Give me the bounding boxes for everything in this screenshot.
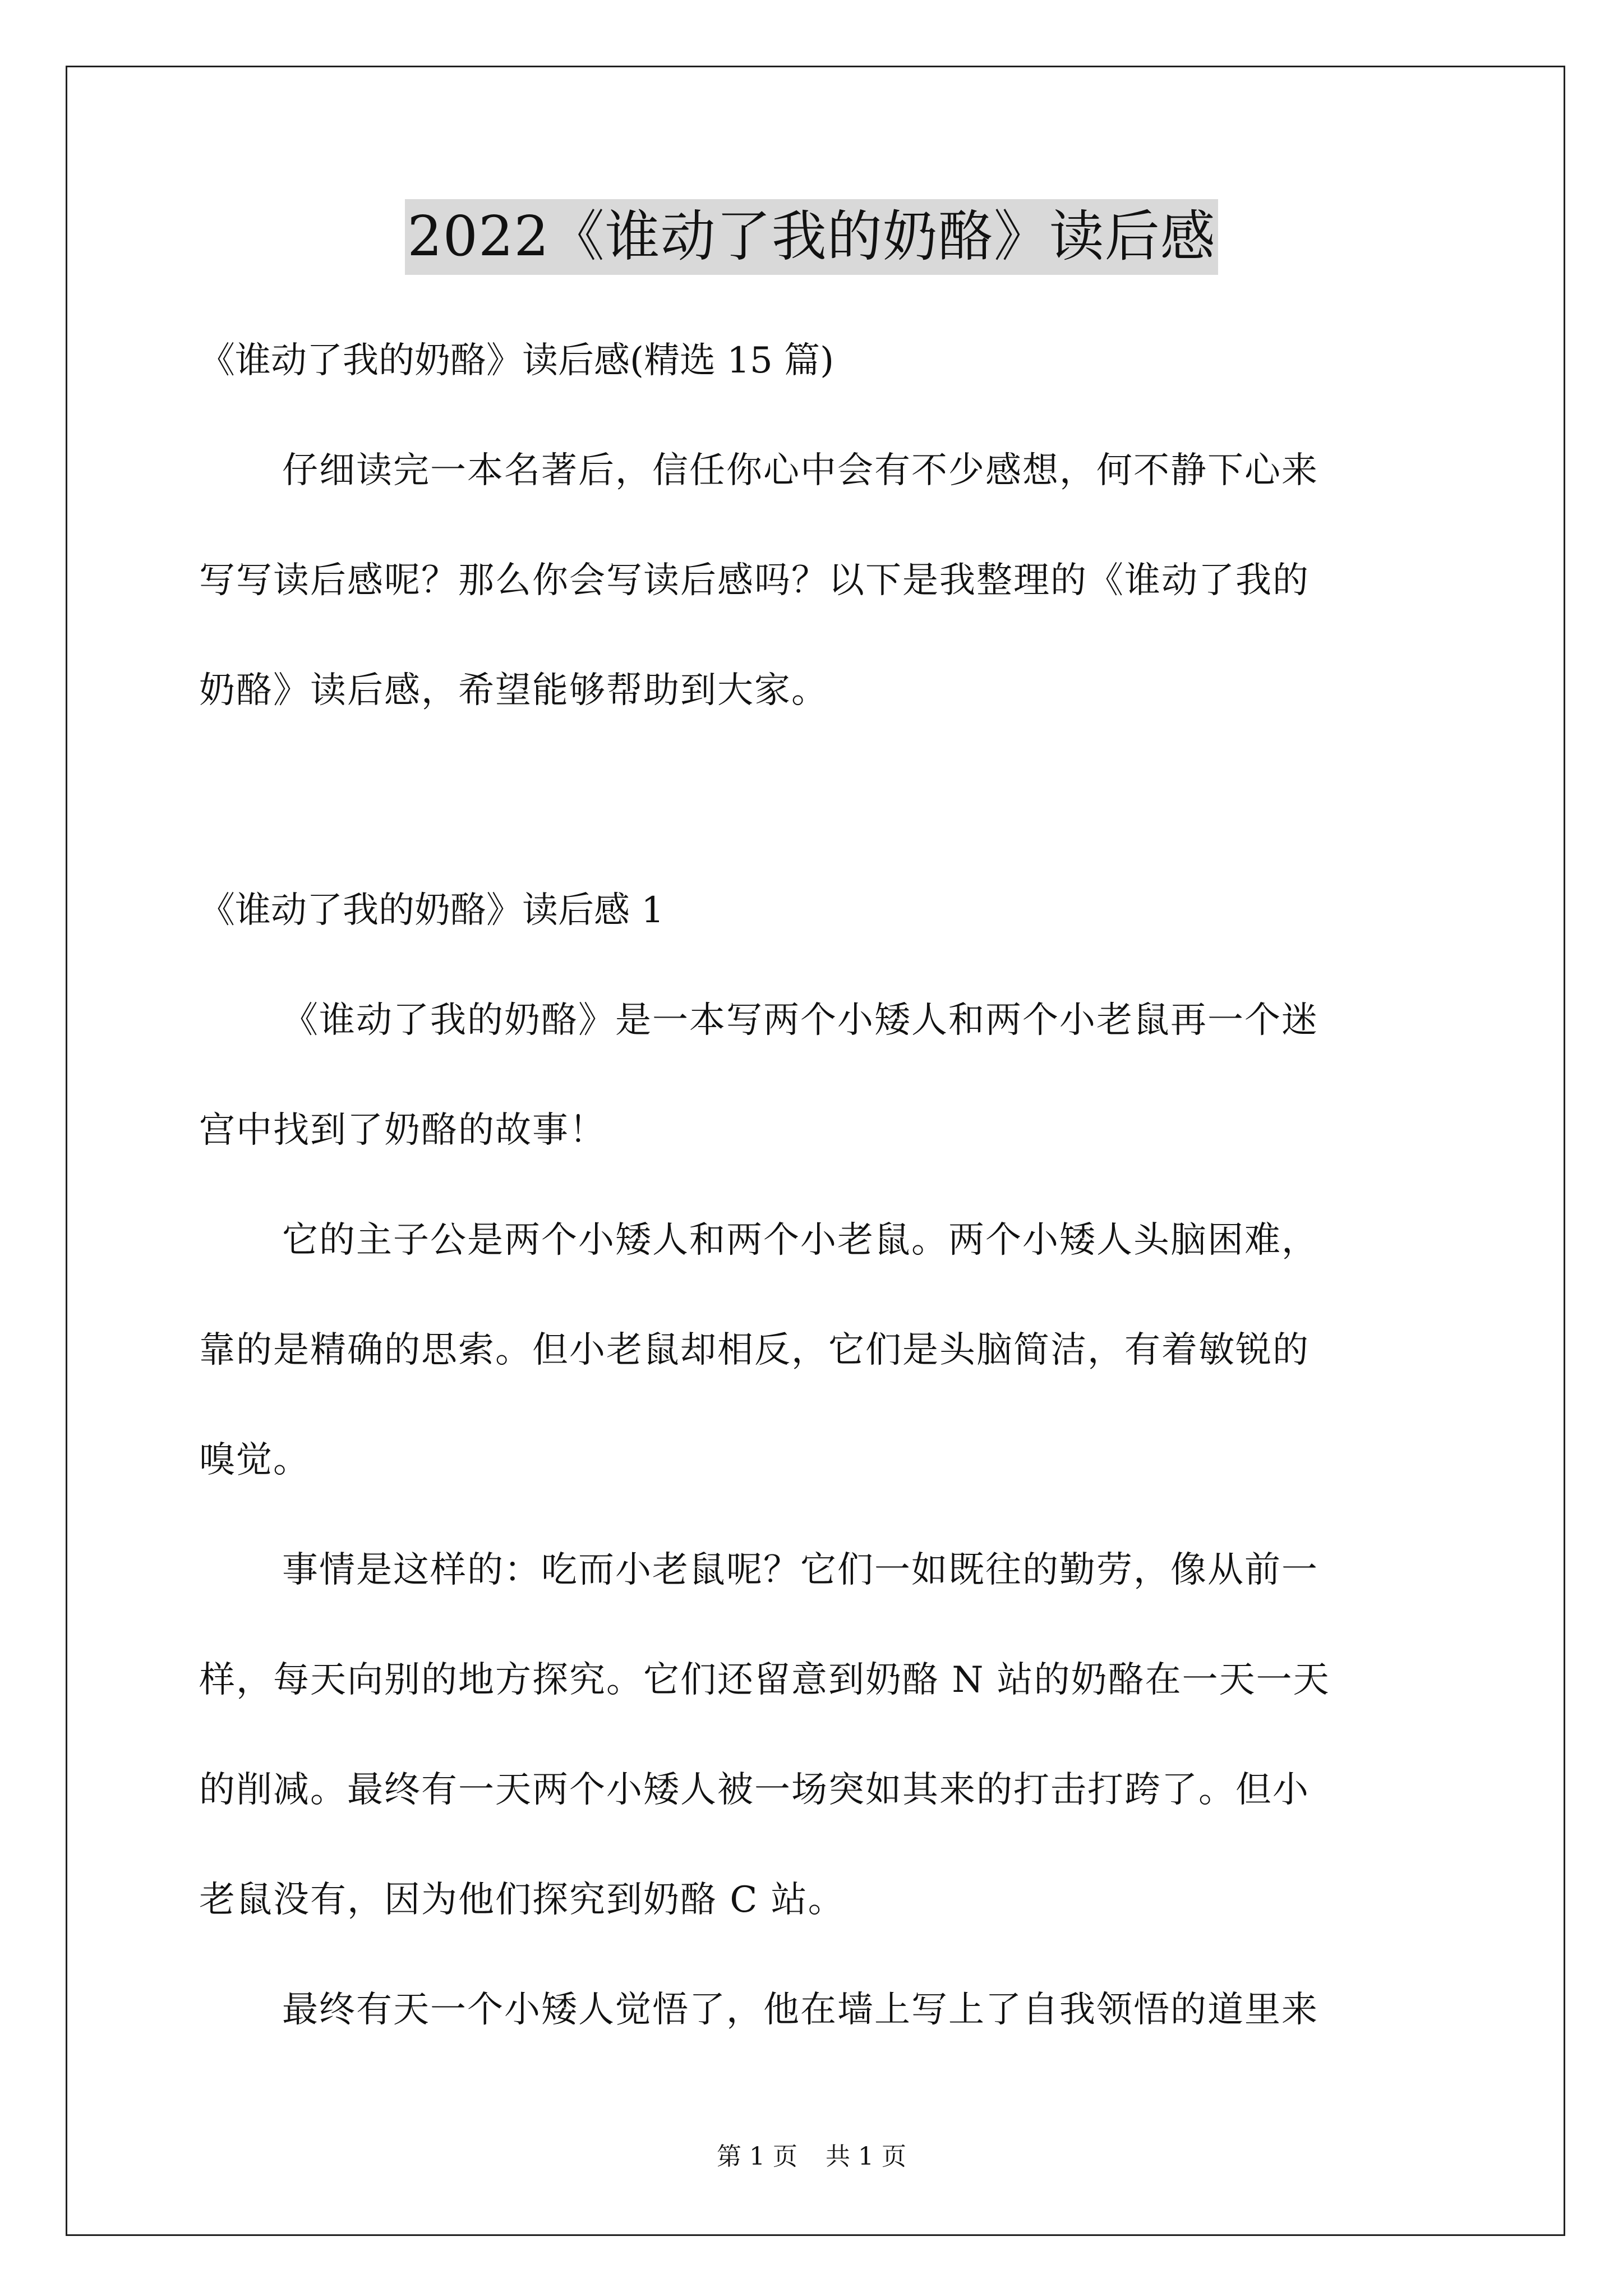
text-line: 的削减。最终有一天两个小矮人被一场突如其来的打击打跨了。但小	[199, 1769, 1310, 1811]
text-line: 老鼠没有，因为他们探究到奶酪 C 站。	[199, 1879, 845, 1921]
text-line: 嗅觉。	[199, 1439, 310, 1481]
page-number: 第 1 页	[717, 2142, 797, 2171]
text-line: 最终有天一个小矮人觉悟了，他在墙上写上了自我领悟的道里来	[282, 1989, 1318, 2031]
blank-line	[199, 746, 1433, 855]
text-line: 仔细读完一本名著后，信任你心中会有不少感想，何不静下心来	[282, 450, 1318, 491]
text-line: 它的主子公是两个小矮人和两个小老鼠。两个小矮人头脑困难，	[282, 1220, 1318, 1261]
text-line: 写写读后感呢？那么你会写读后感吗？以下是我整理的《谁动了我的	[199, 560, 1310, 601]
page-total: 共 1 页	[826, 2142, 906, 2171]
document-body	[199, 306, 1433, 2065]
text-line: 《谁动了我的奶酪》读后感(精选 15 篇)	[199, 340, 834, 381]
text-line: 样，每天向别的地方探究。它们还留意到奶酪 N 站的奶酪在一天一天	[199, 1659, 1330, 1701]
text-line: 事情是这样的：吃而小老鼠呢？它们一如既往的勤劳，像从前一	[282, 1549, 1318, 1591]
page-footer	[0, 2140, 1623, 2174]
text-line: 奶酪》读后感，希望能够帮助到大家。	[199, 670, 828, 711]
text-line: 宫中找到了奶酪的故事！	[199, 1110, 606, 1151]
document-title: 2022《谁动了我的奶酪》读后感	[405, 199, 1218, 275]
section-heading: 《谁动了我的奶酪》读后感 1	[199, 890, 665, 931]
title-container	[0, 199, 1623, 275]
text-line: 《谁动了我的奶酪》是一本写两个小矮人和两个小老鼠再一个迷	[282, 1000, 1318, 1041]
text-line: 靠的是精确的思索。但小老鼠却相反，它们是头脑简洁，有着敏锐的	[199, 1329, 1310, 1371]
